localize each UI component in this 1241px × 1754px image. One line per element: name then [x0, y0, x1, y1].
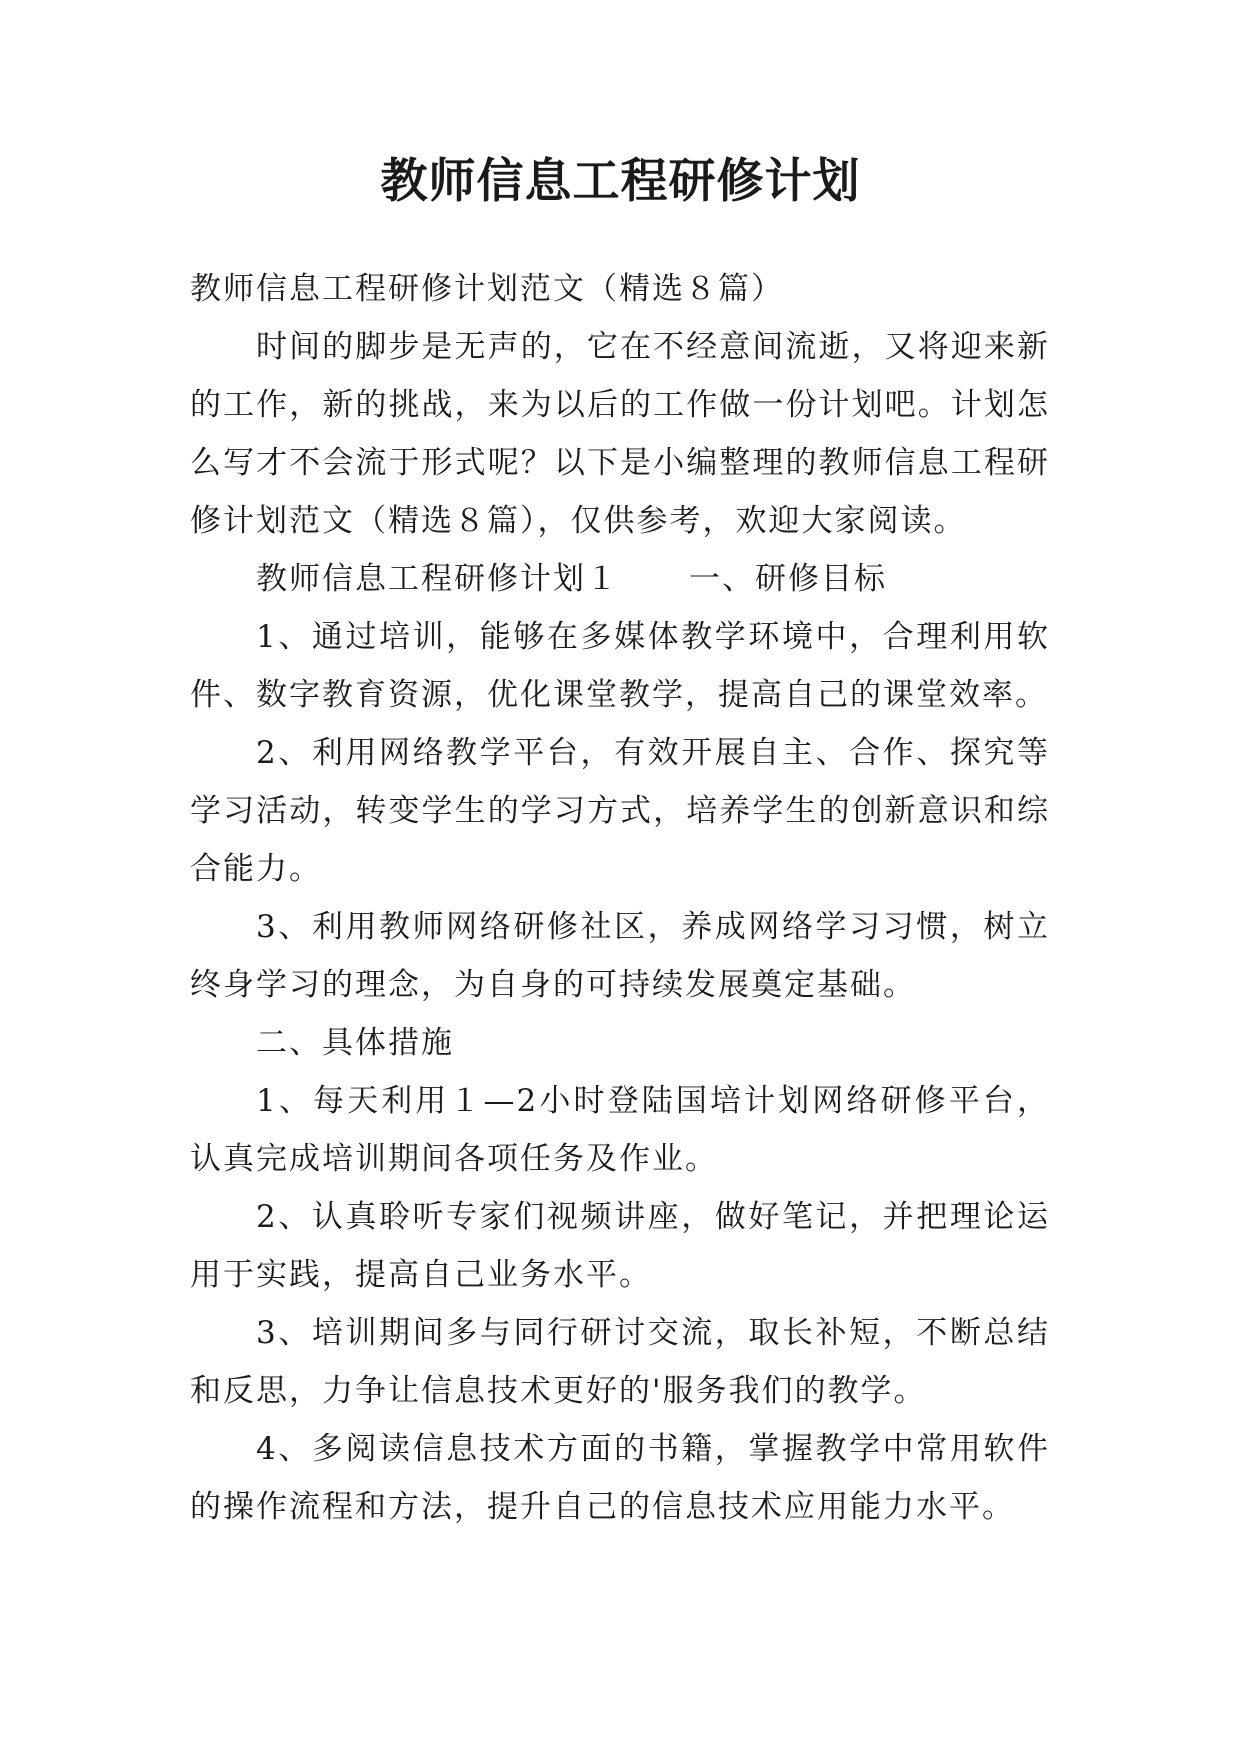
document-subtitle: 教师信息工程研修计划范文（精选８篇） — [190, 271, 784, 307]
document-title: 教师信息工程研修计划 — [380, 154, 861, 209]
measure-item: 1、每天利用１—2小时登陆国培计划网络研修平台，认真完成培训期间各项任务及作业。 — [190, 1083, 1050, 1177]
goal-item: 2、利用网络教学平台，有效开展自主、合作、探究等学习活动，转变学生的学习方式，培养学生的创新意识和综合能力。 — [190, 735, 1050, 887]
section-heading-line — [190, 550, 1050, 608]
measures-heading: 二、具体措施 — [256, 1025, 454, 1061]
goal-heading: 一、研修目标 — [689, 561, 887, 597]
goal-item: 1、通过培训，能够在多媒体教学环境中，合理利用软件、数字教育资源，优化课堂教学，提高自己的课堂效率。 — [190, 619, 1050, 713]
document-body — [190, 260, 1050, 1536]
section-title: 教师信息工程研修计划１ — [256, 561, 619, 597]
measure-item: 3、培训期间多与同行研讨交流，取长补短，不断总结和反思，力争让信息技术更好的'服务我们的教学。 — [190, 1315, 1050, 1409]
intro-paragraph: 时间的脚步是无声的，它在不经意间流逝，又将迎来新的工作，新的挑战，来为以后的工作做一份计划吧。计划怎么写才不会流于形式呢？以下是小编整理的教师信息工程研修计划范文（精选８篇），仅供参考，欢迎大家阅读。 — [190, 329, 1050, 539]
measure-item: 4、多阅读信息技术方面的书籍，掌握教学中常用软件的操作流程和方法，提升自己的信息技术应用能力水平。 — [190, 1431, 1050, 1525]
goal-item: 3、利用教师网络研修社区，养成网络学习习惯，树立终身学习的理念，为自身的可持续发展奠定基础。 — [190, 909, 1050, 1003]
measure-item: 2、认真聆听专家们视频讲座，做好笔记，并把理论运用于实践，提高自己业务水平。 — [190, 1199, 1050, 1293]
